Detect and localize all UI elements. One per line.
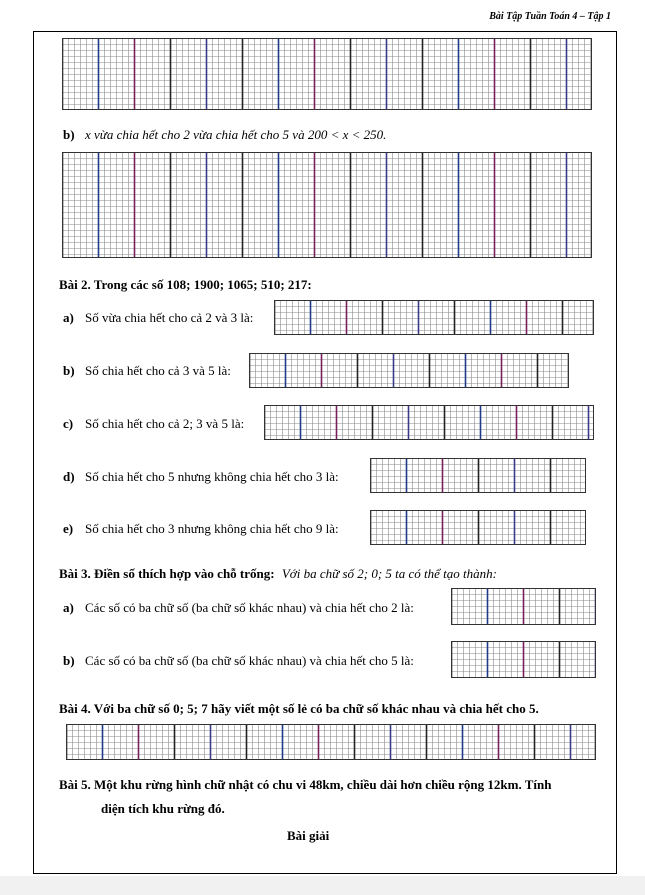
item-text: Số chia hết cho cả 3 và 5 là:	[85, 363, 231, 378]
grid-lines	[249, 353, 569, 388]
grid-lines	[451, 588, 596, 625]
bai4-title: Bài 4. Với ba chữ số 0; 5; 7 hãy viết một số lẻ có ba chữ số khác nhau và chia hết cho 5.	[59, 701, 539, 716]
item-text: Các số có ba chữ số (ba chữ số khác nhau) và chia hết cho 5 là:	[85, 653, 414, 668]
solution-heading: Bài giải	[287, 828, 330, 843]
grid-lines	[66, 724, 596, 760]
bai1b-line	[63, 127, 386, 143]
grid-lines	[370, 510, 586, 545]
item-text: Số chia hết cho cả 2; 3 và 5 là:	[85, 416, 245, 431]
bai2-item-c	[63, 416, 244, 432]
grid-lines	[264, 405, 594, 440]
bai2-item-a	[63, 310, 253, 326]
bai3-item-b	[63, 653, 414, 669]
answer-grid[interactable]	[274, 300, 594, 335]
item-label: d)	[63, 469, 75, 484]
answer-grid[interactable]	[370, 458, 586, 493]
answer-grid[interactable]	[249, 353, 569, 388]
item-text: Số chia hết cho 3 nhưng không chia hết cho 9 là:	[85, 521, 339, 536]
item-text: Số chia hết cho 5 nhưng không chia hết cho 3 là:	[85, 469, 339, 484]
item-label: e)	[63, 521, 74, 536]
item-label: a)	[63, 600, 74, 615]
answer-grid[interactable]	[370, 510, 586, 545]
grid-lines	[274, 300, 594, 335]
item-label: a)	[63, 310, 74, 325]
bai2-item-d	[63, 469, 339, 485]
item-text: Các số có ba chữ số (ba chữ số khác nhau) và chia hết cho 2 là:	[85, 600, 414, 615]
item-text: Số vừa chia hết cho cả 2 và 3 là:	[85, 310, 254, 325]
page-bottom-strip	[0, 876, 645, 895]
grid-lines	[62, 152, 592, 258]
bai3-title: Bài 3. Điền số thích hợp vào chỗ trống:	[59, 566, 275, 581]
answer-grid[interactable]	[451, 641, 596, 678]
bai3-item-a	[63, 600, 414, 616]
bai5-line1: Bài 5. Một khu rừng hình chữ nhật có chu vi 48km, chiều dài hơn chiều rộng 12km. Tính	[59, 777, 552, 792]
grid-lines	[370, 458, 586, 493]
grid-lines	[451, 641, 596, 678]
writing-grid[interactable]	[62, 38, 592, 110]
item-label: b)	[63, 653, 75, 668]
bai5-line2: diện tích khu rừng đó.	[101, 801, 225, 816]
item-label: b)	[63, 127, 75, 142]
bai2-item-e	[63, 521, 339, 537]
bai3-title-line	[59, 566, 497, 582]
item-label: b)	[63, 363, 75, 378]
page-header: Bài Tập Tuần Toán 4 – Tập 1	[489, 11, 611, 22]
answer-grid[interactable]	[451, 588, 596, 625]
writing-grid[interactable]	[66, 724, 596, 760]
bai2-title: Bài 2. Trong các số 108; 1900; 1065; 510; 217:	[59, 277, 312, 292]
item-text: x vừa chia hết cho 2 vừa chia hết cho 5 và 200 < x < 250.	[85, 127, 387, 142]
grid-lines	[62, 38, 592, 110]
bai2-item-b	[63, 363, 231, 379]
writing-grid[interactable]	[62, 152, 592, 258]
item-label: c)	[63, 416, 74, 431]
answer-grid[interactable]	[264, 405, 594, 440]
bai3-note: Với ba chữ số 2; 0; 5 ta có thể tạo thành:	[281, 566, 497, 581]
